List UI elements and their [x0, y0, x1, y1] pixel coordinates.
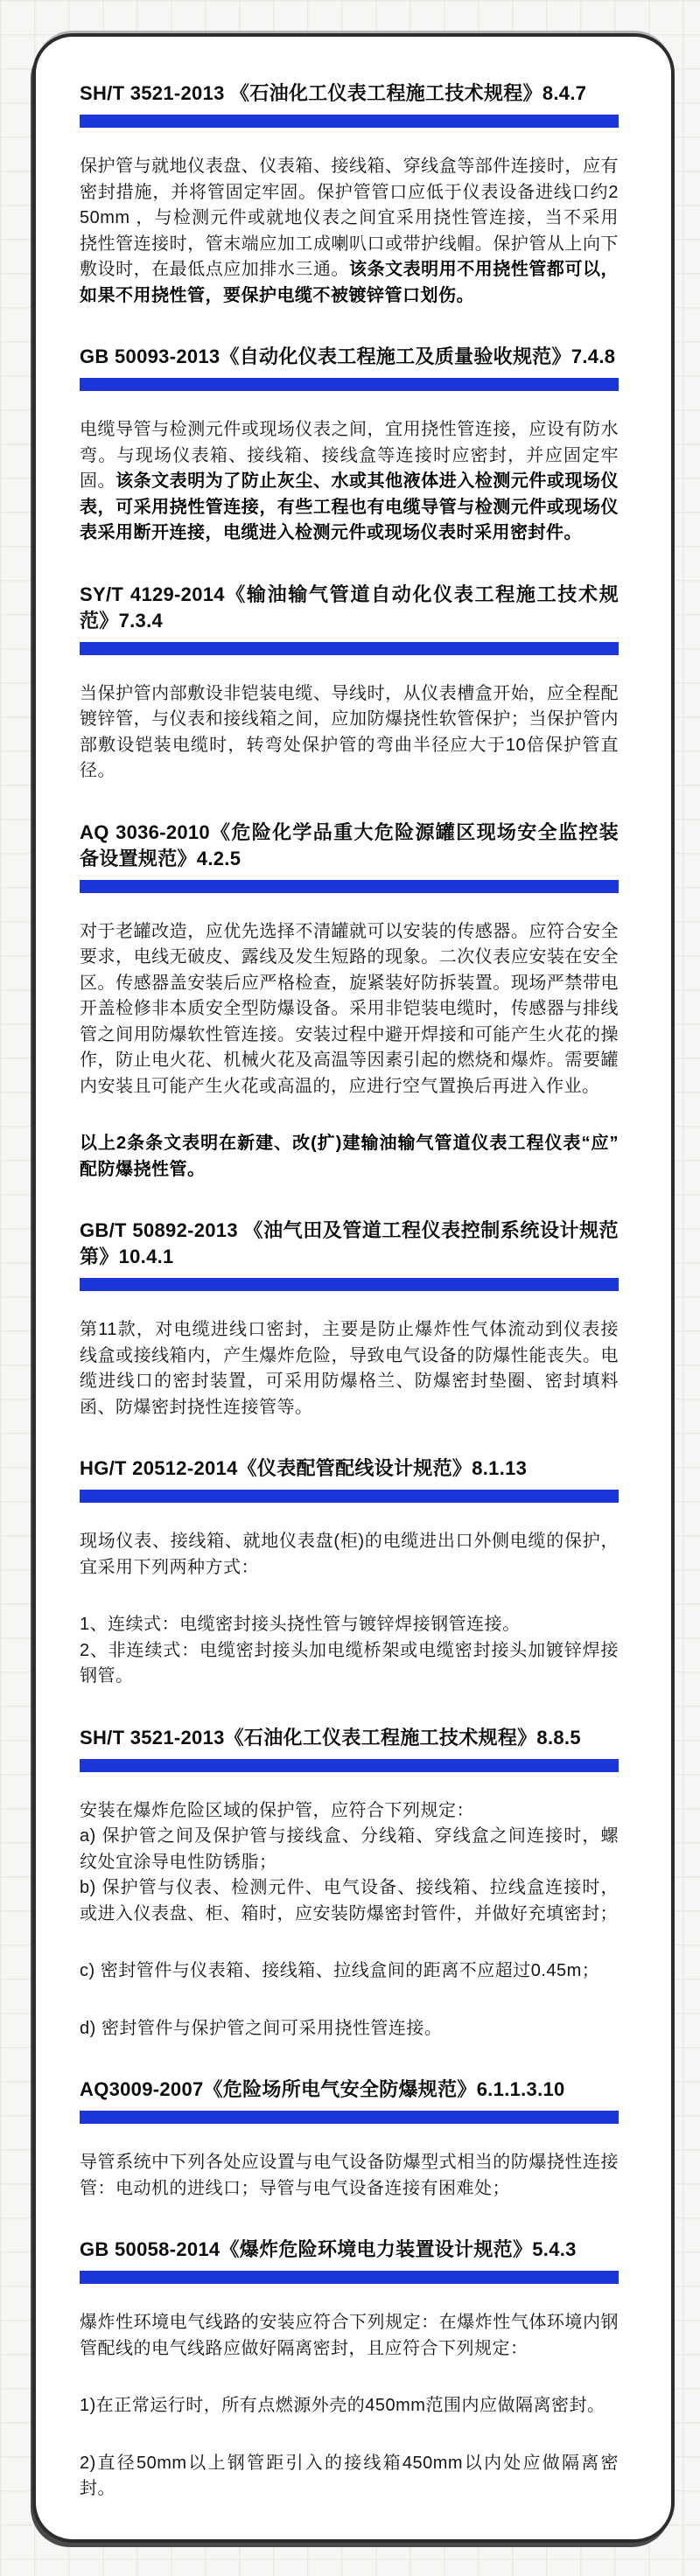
paragraph-emphasis: 该条文表明为了防止灰尘、水或其他液体进入检测元件或现场仪表，可采用挠性管连接，有些工程也有电缆导管与检测元件或现场仪表采用断开连接，电缆进入检测元件或现场仪表时采用密封件。 — [80, 471, 620, 542]
blue-divider-bar — [80, 2271, 619, 2284]
list-item-text: d) 密封管件与保护管之间可采用挠性管连接。 — [80, 2018, 443, 2038]
section-list-paragraph — [80, 2393, 619, 2419]
list-item-text: b) 保护管与仪表、检测元件、电气设备、接线箱、拉线盒连接时，或进入仪表盘、柜、箱时，应安装防爆密封管件，并做好充填密封； — [80, 1878, 619, 1923]
section-list-paragraph — [80, 1612, 619, 1690]
standard-section-6 — [80, 1456, 619, 1690]
section-paragraph — [80, 2310, 619, 2362]
standard-section-9 — [80, 2237, 619, 2503]
section-list-paragraph — [80, 2016, 619, 2042]
section-heading: GB/T 50892-2013 《油气田及管道工程仪表控制系统设计规范第》10.4.1 — [80, 1219, 619, 1267]
section-heading: SY/T 4129-2014《输油输气管道自动化仪表工程施工技术规范》7.3.4 — [80, 583, 619, 632]
paragraph-text: 当保护管内部敷设非铠装电缆、导线时，从仪表槽盒开始，应全程配镀锌管，与仪表和接线箱之间，应加防爆挠性软管保护；当保护管内部敷设铠装电缆时，转弯处保护管的弯曲半径应大于10倍保护管直径。 — [80, 683, 619, 780]
standard-section-5 — [80, 1218, 619, 1421]
section-list-paragraph — [80, 1958, 619, 1985]
content-card — [32, 33, 675, 2543]
paragraph-text: 爆炸性环境电气线路的安装应符合下列规定：在爆炸性气体环境内钢管配线的电气线路应做好隔离密封，且应符合下列规定： — [80, 2313, 619, 2358]
section-heading: SH/T 3521-2013 《石油化工仪表工程施工技术规程》8.4.7 — [80, 82, 587, 104]
section-paragraph — [80, 1798, 619, 1928]
section-heading: AQ3009-2007《危险场所电气安全防爆规范》6.1.1.3.10 — [80, 2078, 565, 2100]
standard-section-3 — [80, 582, 619, 785]
paragraph-text: 第11款，对电缆进线口密封，主要是防止爆炸性气体流动到仪表接线盒或接线箱内，产生爆炸危险，导致电气设备的防爆性能丧失。电缆进线口的密封装置，可采用防爆格兰、防爆密封垫圈、密封填料函、防爆密封挠性连接管等。 — [80, 1320, 619, 1417]
section-paragraph — [80, 681, 619, 785]
section-paragraph — [80, 417, 619, 547]
section-paragraph — [80, 1317, 619, 1421]
standard-section-4 — [80, 820, 619, 1183]
blue-divider-bar — [80, 2111, 619, 2124]
blue-divider-bar — [80, 880, 619, 893]
standard-section-8 — [80, 2077, 619, 2202]
section-heading: AQ 3036-2010《危险化学品重大危险源罐区现场安全监控装备设置规范》4.2.5 — [80, 820, 619, 869]
paragraph-text: 电缆导管与检测元件或现场仪表之间，宜用挠性管连接，应设有防水弯。与现场仪表箱、接线箱、接线盒等连接时应密封，并应固定牢固。 — [80, 420, 619, 491]
section-paragraph — [80, 2150, 619, 2202]
standard-section-1 — [80, 80, 619, 309]
paragraph-emphasis: 该条文表明用不用挠性管都可以，如果不用挠性管，要保护电缆不被镀锌管口划伤。 — [80, 260, 620, 305]
blue-divider-bar — [80, 642, 619, 655]
standard-section-7 — [80, 1725, 619, 2042]
section-heading: GB 50058-2014《爆炸危险环境电力装置设计规范》5.4.3 — [80, 2238, 577, 2260]
section-list-paragraph — [80, 2451, 619, 2503]
list-item-text: 2、非连续式：电缆密封接头加电缆桥架或电缆密封接头加镀锌焊接钢管。 — [80, 1640, 619, 1686]
blue-divider-bar — [80, 378, 619, 391]
page-background — [0, 33, 700, 2576]
section-paragraph — [80, 919, 619, 1100]
paragraph-text: 现场仪表、接线箱、就地仪表盘(柜)的电缆进出口外侧电缆的保护，宜采用下列两种方式： — [80, 1532, 619, 1577]
section-paragraph — [80, 1529, 619, 1581]
paragraph-emphasis: 以上2条条文表明在新建、改(扩)建输油输气管道仪表工程仪表“应”配防爆挠性管。 — [80, 1134, 619, 1179]
list-item-text: 1、连续式：电缆密封接头挠性管与镀锌焊接钢管连接。 — [80, 1615, 521, 1634]
list-item-text: a) 保护管之间及保护管与接线盒、分线箱、穿线盒之间连接时，螺纹处宜涂导电性防锈脂； — [80, 1826, 619, 1872]
list-item-text: c) 密封管件与仪表箱、接线箱、拉线盒间的距离不应超过0.45m； — [80, 1961, 600, 1980]
paragraph-text: 对于老罐改造，应优先选择不清罐就可以安装的传感器。应符合安全要求，电线无破皮、露线及发生短路的现象。二次仪表应安装在安全区。传感器盖安装后应严格检查，旋紧装好防拆装置。现场严禁带电开盖检修非本质安全型防爆设备。采用非铠装电缆时，传感器与排线管之间用防爆软性管连接。安装过程中避开焊接和可能产生火花的操作，防止电火花、机械火花及高温等因素引起的燃烧和爆炸。需要罐内安装且可能产生火花或高温的，应进行空气置换后再进入作业。 — [80, 921, 619, 1096]
list-item-text: 1)在正常运行时，所有点燃源外壳的450mm范围内应做隔离密封。 — [80, 2396, 606, 2415]
section-conclusion-paragraph — [80, 1131, 619, 1183]
blue-divider-bar — [80, 1759, 619, 1772]
section-heading: SH/T 3521-2013《石油化工仪表工程施工技术规程》8.8.5 — [80, 1726, 581, 1749]
list-item-text: 2)直径50mm以上钢管距引入的接线箱450mm以内处应做隔离密封。 — [80, 2453, 619, 2498]
section-heading: HG/T 20512-2014《仪表配管配线设计规范》8.1.13 — [80, 1457, 528, 1479]
section-heading: GB 50093-2013《自动化仪表工程施工及质量验收规范》7.4.8 — [80, 346, 616, 367]
paragraph-text: 保护管与就地仪表盘、仪表箱、接线箱、穿线盒等部件连接时，应有密封措施，并将管固定牢固。保护管管口应低于仪表设备进线口约250mm ，与检测元件或就地仪表之间宜采用挠性管连接，当不采用挠性管连接时，管末端应加工成喇叭口或带护线帽。保护管从上向下敷设时，在最低点应加排水三通。 — [80, 157, 619, 279]
paragraph-text: 导管系统中下列各处应设置与电气设备防爆型式相当的防爆挠性连接管：电动机的进线口；导管与电气设备连接有困难处； — [80, 2153, 619, 2198]
standard-section-2 — [80, 344, 619, 547]
blue-divider-bar — [80, 1490, 619, 1503]
blue-divider-bar — [80, 115, 619, 128]
paragraph-text: 安装在爆炸危险区域的保护管，应符合下列规定： — [80, 1800, 474, 1820]
blue-divider-bar — [80, 1278, 619, 1291]
section-paragraph — [80, 154, 619, 309]
